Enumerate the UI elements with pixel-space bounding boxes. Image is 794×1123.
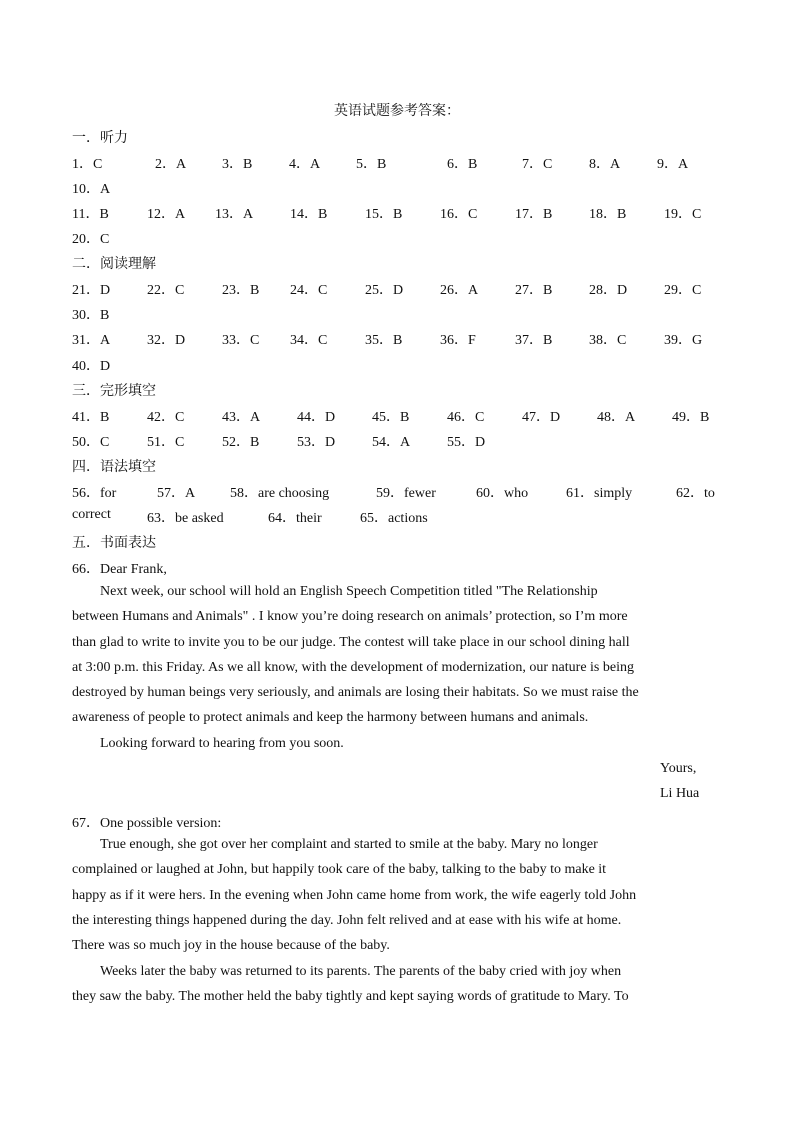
letter-signature: Li Hua xyxy=(660,786,700,801)
answer-item: 61．simply xyxy=(566,486,633,501)
answer-item: 28．D xyxy=(589,283,628,298)
answer-item: 57．A xyxy=(157,486,196,501)
answer-item: 22．C xyxy=(147,283,185,298)
answer-item: 54．A xyxy=(372,435,411,450)
answer-item: 11．B xyxy=(72,207,109,222)
answer-item: 12．A xyxy=(147,207,186,222)
essay-line: the interesting things happened during the day. John felt relived and at ease with his wife at home. xyxy=(72,913,622,928)
essay-line: complained or laughed at John, but happily took care of the baby, talking to the baby to make it xyxy=(72,862,607,877)
answer-item: 52．B xyxy=(222,435,260,450)
answer-item: 13．A xyxy=(215,207,254,222)
answer-item: 32．D xyxy=(147,333,186,348)
answer-item: 41．B xyxy=(72,410,110,425)
page-title: 英语试题参考答案： xyxy=(334,103,460,119)
essay-line: Weeks later the baby was returned to its parents. The parents of the baby cried with joy when xyxy=(100,964,622,979)
answer-item: 18．B xyxy=(589,207,627,222)
answer-item: 56．for xyxy=(72,486,117,501)
answer-item: 26．A xyxy=(440,283,479,298)
answer-item: 36．F xyxy=(440,333,476,348)
section-grammar: 四．语法填空 xyxy=(72,459,156,475)
answer-item: 1．C xyxy=(72,157,103,172)
essay-line: True enough, she got over her complaint and started to smile at the baby. Mary no longer xyxy=(100,837,598,852)
section-cloze: 三．完形填空 xyxy=(72,383,156,399)
answer-item: 15．B xyxy=(365,207,403,222)
answer-item: 64．their xyxy=(268,511,322,526)
answer-item: 60．who xyxy=(476,486,529,501)
answer-item: 23．B xyxy=(222,283,260,298)
answer-item: 35．B xyxy=(365,333,403,348)
answer-item: 2．A xyxy=(155,157,187,172)
answer-item: 48．A xyxy=(597,410,636,425)
section-listening: 一．听力 xyxy=(72,130,128,146)
answer-item: 39．G xyxy=(664,333,703,348)
answer-item: 31．A xyxy=(72,333,111,348)
answer-item: 44．D xyxy=(297,410,336,425)
answer-item: 50．C xyxy=(72,435,110,450)
answer-item: 4．A xyxy=(289,157,321,172)
answer-item: 51．C xyxy=(147,435,185,450)
answer-item: 47．D xyxy=(522,410,561,425)
answer-item: 24．C xyxy=(290,283,328,298)
letter-line: between Humans and Animals" . I know you’re doing research on animals’ protection, so I’m more xyxy=(72,609,628,624)
answer-item: 55．D xyxy=(447,435,486,450)
answer-item: 43．A xyxy=(222,410,261,425)
answer-item: 37．B xyxy=(515,333,553,348)
answer-item: 3．B xyxy=(222,157,253,172)
answer-item: 42．C xyxy=(147,410,185,425)
section-reading: 二．阅读理解 xyxy=(72,256,156,272)
answer-item: 20．C xyxy=(72,232,110,247)
essay-heading: 67．One possible version: xyxy=(72,816,222,831)
essay-line: There was so much joy in the house because of the baby. xyxy=(72,938,390,953)
answer-item: 10．A xyxy=(72,182,111,197)
letter-line: destroyed by human beings very seriously, and animals are losing their habitats. So we must raise the xyxy=(72,685,639,700)
letter-line: Looking forward to hearing from you soon. xyxy=(100,736,344,751)
answer-item: 63．be asked xyxy=(147,511,224,526)
answer-item: 8．A xyxy=(589,157,621,172)
answer-item: 40．D xyxy=(72,359,111,374)
answer-item: 33．C xyxy=(222,333,260,348)
answer-item: 16．C xyxy=(440,207,478,222)
answer-item: 59．fewer xyxy=(376,486,436,501)
answer-item: 25．D xyxy=(365,283,404,298)
answer-item: 14．B xyxy=(290,207,328,222)
answer-item: 30．B xyxy=(72,308,110,323)
answer-item: 9．A xyxy=(657,157,689,172)
letter-line: at 3:00 p.m. this Friday. As we all know, with the development of modernization, our nature is being xyxy=(72,660,634,675)
answer-item: 49．B xyxy=(672,410,710,425)
essay-line: happy as if it were hers. In the evening when John came home from work, the wife eagerly told John xyxy=(72,888,637,903)
letter-line: Next week, our school will hold an English Speech Competition titled "The Relationship xyxy=(100,584,598,599)
answer-item: correct xyxy=(72,507,111,522)
letter-line: than glad to write to invite you to be our judge. The contest will take place in our school dining hall xyxy=(72,635,630,650)
answer-item: 46．C xyxy=(447,410,485,425)
answer-item: 6．B xyxy=(447,157,478,172)
answer-item: 62．to xyxy=(676,486,715,501)
answer-item: 29．C xyxy=(664,283,702,298)
essay-line: they saw the baby. The mother held the baby tightly and kept saying words of gratitude to Mary. To xyxy=(72,989,629,1004)
answer-item: 5．B xyxy=(356,157,387,172)
answer-item: 38．C xyxy=(589,333,627,348)
letter-closing: Yours, xyxy=(660,761,697,776)
letter-greeting: 66．Dear Frank, xyxy=(72,562,167,577)
answer-item: 34．C xyxy=(290,333,328,348)
answer-item: 7．C xyxy=(522,157,553,172)
answer-item: 19．C xyxy=(664,207,702,222)
letter-line: awareness of people to protect animals and keep the harmony between humans and animals. xyxy=(72,710,589,725)
answer-item: 21．D xyxy=(72,283,111,298)
answer-item: 65．actions xyxy=(360,511,428,526)
answer-item: 53．D xyxy=(297,435,336,450)
answer-item: 58．are choosing xyxy=(230,486,330,501)
answer-item: 17．B xyxy=(515,207,553,222)
answer-item: 45．B xyxy=(372,410,410,425)
answer-item: 27．B xyxy=(515,283,553,298)
section-writing: 五．书面表达 xyxy=(72,535,156,551)
